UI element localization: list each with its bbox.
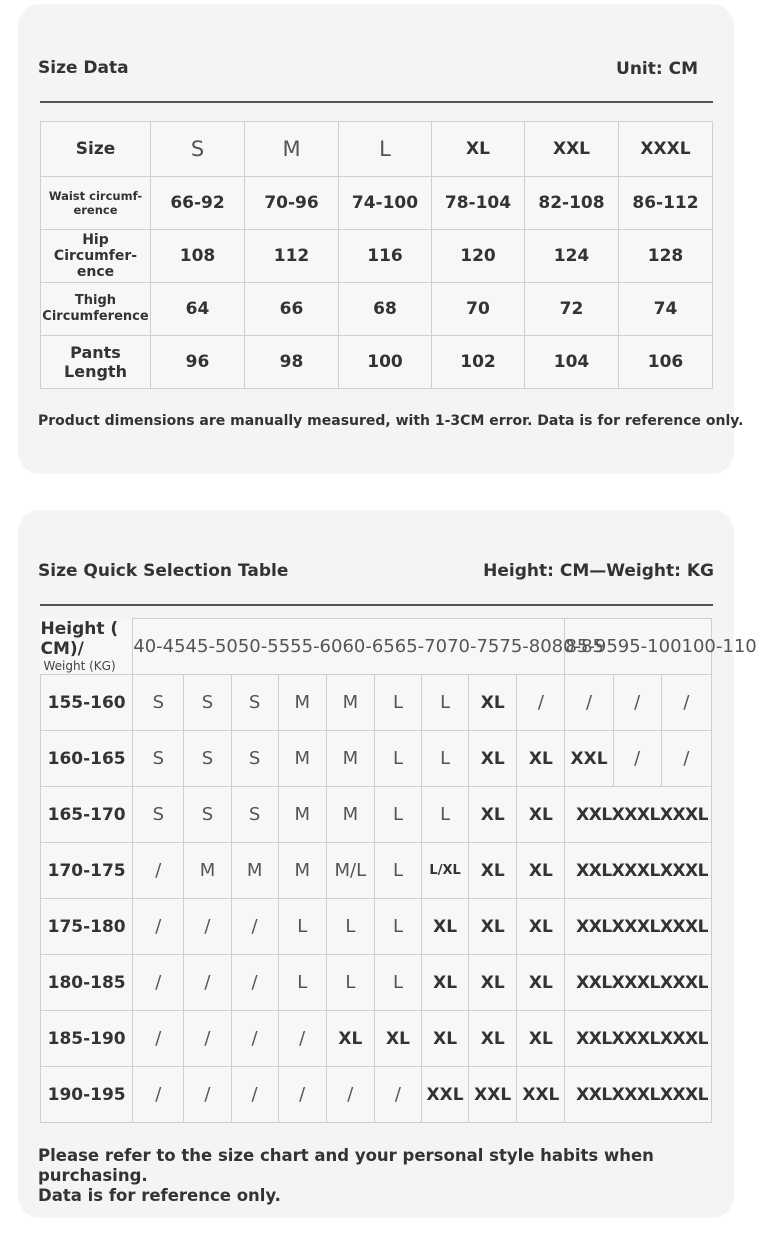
table-row [41, 955, 712, 1011]
size-cell: XXLXXXLXXXL [565, 843, 712, 899]
size-col-header: XXXL [619, 122, 713, 177]
height-range-label: 155-160 [41, 675, 133, 731]
size-cell: XL [469, 675, 517, 731]
size-cell: L [278, 899, 326, 955]
size-cell: XXLXXXLXXXL [565, 899, 712, 955]
size-data-card [18, 4, 744, 474]
size-cell: L [278, 955, 326, 1011]
size-cell: XL [422, 955, 469, 1011]
table-row [41, 899, 712, 955]
size-cell: XL [517, 731, 565, 787]
table-cell: 112 [245, 230, 339, 283]
size-data-note: Product dimensions are manually measured, with 1-3CM error. Data is for reference only. [38, 413, 744, 429]
table-row [41, 675, 712, 731]
row-label-length: Pants Length [41, 336, 151, 389]
divider [40, 101, 713, 103]
table-cell: 108 [151, 230, 245, 283]
size-cell: / [133, 843, 184, 899]
table-cell: 72 [525, 283, 619, 336]
size-cell: / [326, 1067, 374, 1123]
height-range-label: 180-185 [41, 955, 133, 1011]
size-cell: L [374, 731, 421, 787]
size-cell: / [278, 1011, 326, 1067]
size-cell: L [374, 675, 421, 731]
size-cell: / [661, 731, 711, 787]
size-cell: S [231, 731, 278, 787]
row-label-waist: Waist circumf- erence [41, 177, 151, 230]
size-col-header: M [245, 122, 339, 177]
size-cell: / [231, 955, 278, 1011]
size-cell: XXL [422, 1067, 469, 1123]
size-cell: M [326, 731, 374, 787]
size-cell: L/XL [422, 843, 469, 899]
table-cell: 96 [151, 336, 245, 389]
size-cell: XL [469, 843, 517, 899]
size-cell: M/L [326, 843, 374, 899]
table-cell: 82-108 [525, 177, 619, 230]
size-cell: S [184, 675, 231, 731]
size-cell: M [278, 843, 326, 899]
size-cell: XL [517, 787, 565, 843]
corner-height-label: Height ( CM)/ [40, 618, 119, 659]
size-cell: XL [517, 843, 565, 899]
size-cell: XXLXXXLXXXL [565, 787, 712, 843]
size-cell: S [231, 675, 278, 731]
size-cell: / [231, 1067, 278, 1123]
size-cell: L [374, 787, 421, 843]
size-cell: / [133, 1067, 184, 1123]
table-row [41, 731, 712, 787]
table-cell: 98 [245, 336, 339, 389]
size-cell: / [133, 899, 184, 955]
table-row [41, 1011, 712, 1067]
table-cell: 70-96 [245, 177, 339, 230]
size-data-unit: Unit: CM [616, 59, 698, 79]
size-cell: / [133, 955, 184, 1011]
size-cell: XL [422, 1011, 469, 1067]
table-row [41, 177, 713, 230]
size-cell: / [231, 899, 278, 955]
size-cell: XL [469, 899, 517, 955]
size-cell: / [133, 1011, 184, 1067]
size-cell: S [133, 731, 184, 787]
size-cell: XL [517, 899, 565, 955]
size-cell: XL [469, 1011, 517, 1067]
row-label-hip: Hip Circumfer- ence [41, 230, 151, 283]
size-cell: / [661, 675, 711, 731]
size-cell: S [231, 787, 278, 843]
size-cell: M [326, 787, 374, 843]
height-range-label: 165-170 [41, 787, 133, 843]
size-cell: M [278, 731, 326, 787]
size-cell: M [184, 843, 231, 899]
height-range-label: 185-190 [41, 1011, 133, 1067]
table-cell: 78-104 [432, 177, 525, 230]
divider [40, 604, 713, 606]
size-cell: S [184, 787, 231, 843]
table-row [41, 843, 712, 899]
corner-weight-label: Weight (KG) [43, 658, 116, 673]
size-header-label: Size [41, 122, 151, 177]
table-cell: 128 [619, 230, 713, 283]
table-row [41, 283, 713, 336]
size-data-table [40, 121, 713, 389]
table-cell: 66-92 [151, 177, 245, 230]
size-cell: L [422, 731, 469, 787]
size-cell: / [184, 1067, 231, 1123]
quick-select-title: Size Quick Selection Table [38, 561, 289, 581]
size-cell: XL [326, 1011, 374, 1067]
weight-range-header-extra: 85-9595-100100-110 [565, 619, 712, 675]
size-cell: L [374, 843, 421, 899]
size-cell: / [184, 1011, 231, 1067]
table-cell: 64 [151, 283, 245, 336]
table-cell: 116 [339, 230, 432, 283]
table-cell: 86-112 [619, 177, 713, 230]
size-cell: XXLXXXLXXXL [565, 1011, 712, 1067]
table-cell: 74 [619, 283, 713, 336]
height-range-label: 170-175 [41, 843, 133, 899]
size-cell: / [613, 731, 661, 787]
size-cell: S [133, 787, 184, 843]
size-cell: L [326, 899, 374, 955]
size-cell: M [231, 843, 278, 899]
height-range-label: 190-195 [41, 1067, 133, 1123]
size-cell: M [278, 787, 326, 843]
size-cell: XXL [565, 731, 613, 787]
size-cell: XL [469, 955, 517, 1011]
size-cell: XXLXXXLXXXL [565, 1067, 712, 1123]
size-cell: / [231, 1011, 278, 1067]
size-col-header: XL [432, 122, 525, 177]
size-cell: / [565, 675, 613, 731]
size-cell: L [422, 675, 469, 731]
quick-select-units: Height: CM—Weight: KG [483, 561, 714, 581]
table-cell: 102 [432, 336, 525, 389]
size-col-header: S [151, 122, 245, 177]
size-cell: / [517, 675, 565, 731]
height-range-label: 175-180 [41, 899, 133, 955]
size-cell: / [278, 1067, 326, 1123]
table-cell: 66 [245, 283, 339, 336]
quick-select-note: Please refer to the size chart and your personal style habits when purchasing. Data is for reference only. [38, 1146, 654, 1205]
corner-header [41, 619, 133, 675]
table-row [41, 230, 713, 283]
table-row [41, 336, 713, 389]
quick-select-card [18, 510, 757, 1218]
size-col-header: L [339, 122, 432, 177]
table-cell: 74-100 [339, 177, 432, 230]
table-cell: 68 [339, 283, 432, 336]
size-col-header: XXL [525, 122, 619, 177]
size-cell: L [374, 955, 421, 1011]
size-cell: / [374, 1067, 421, 1123]
table-cell: 104 [525, 336, 619, 389]
size-cell: XXL [469, 1067, 517, 1123]
size-cell: / [613, 675, 661, 731]
size-cell: M [278, 675, 326, 731]
quick-select-table [40, 618, 757, 1123]
size-data-title: Size Data [38, 58, 129, 78]
size-cell: M [326, 675, 374, 731]
size-cell: L [326, 955, 374, 1011]
table-cell: 120 [432, 230, 525, 283]
size-cell: S [133, 675, 184, 731]
table-header-row [41, 619, 712, 675]
size-cell: L [422, 787, 469, 843]
size-cell: XL [469, 731, 517, 787]
size-cell: XXLXXXLXXXL [565, 955, 712, 1011]
table-cell: 106 [619, 336, 713, 389]
table-cell: 100 [339, 336, 432, 389]
table-cell: 124 [525, 230, 619, 283]
size-cell: XL [517, 955, 565, 1011]
size-cell: / [184, 955, 231, 1011]
size-cell: / [184, 899, 231, 955]
height-range-label: 160-165 [41, 731, 133, 787]
size-cell: L [374, 899, 421, 955]
size-cell: XL [517, 1011, 565, 1067]
table-cell: 70 [432, 283, 525, 336]
table-header-row [41, 122, 713, 177]
table-row [41, 787, 712, 843]
size-cell: XL [469, 787, 517, 843]
size-cell: XL [374, 1011, 421, 1067]
table-row [41, 1067, 712, 1123]
row-label-thigh: Thigh Circumference [41, 283, 151, 336]
weight-range-header: 40-4545-5050-5555-6060-6565-7070-7575-8080-85 [133, 619, 565, 675]
size-cell: XXL [517, 1067, 565, 1123]
size-cell: XL [422, 899, 469, 955]
size-cell: S [184, 731, 231, 787]
